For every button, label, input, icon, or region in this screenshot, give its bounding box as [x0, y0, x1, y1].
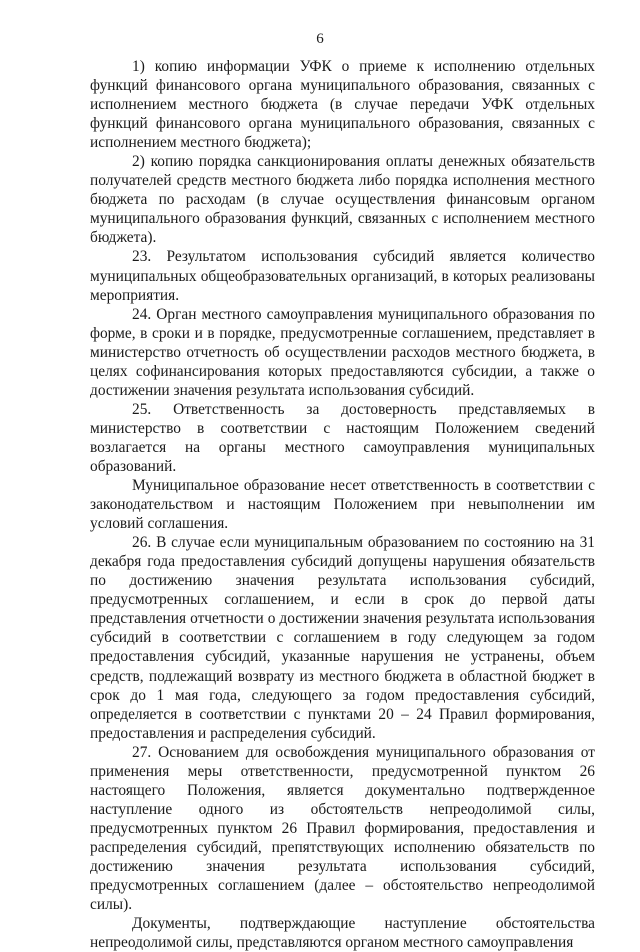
- paragraph-24-reporting: 24. Орган местного самоуправления муниципального образования по форме, в сроки и в порядке, предусмотренные соглашением, представляет в министерство отчетность об осуществлении расходов местного бюджета, в целях софинансирования которых предоставляются субсидии, а также о достижении значения результата использования субсидий.: [90, 305, 595, 399]
- paragraph-item-2-authorization-procedure: 2) копию порядка санкционирования оплаты денежных обязательств получателей средств местного бюджета либо порядка исполнения местного бюджета по расходам (в случае осуществления финансовым органом муниципального образования функций, связанных с исполнением местного бюджета).: [90, 153, 595, 247]
- paragraph-item-1-ufk-copy: 1) копию информации УФК о приеме к исполнению отдельных функций финансового органа муниципального образования, связанных с исполнением местного бюджета (в случае передачи УФК отдельных функций финансового органа муниципального образования, связанных с исполнением местного бюджета);: [90, 58, 595, 152]
- paragraph-27-force-majeure: 27. Основанием для освобождения муниципального образования от применения меры ответственности, предусмотренной пунктом 26 настоящего Положения, является документально подтвержденное наступление одного из обстоятельств непреодолимой силы, предусмотренных пунктом 26 Правил формирования, предоставления и распределения субсидий, препятствующих исполнению обязательств по достижению значения результата использования субсидий, предусмотренных соглашением (далее – обстоятельство непреодолимой силы).: [90, 743, 595, 914]
- paragraph-23-subsidy-result: 23. Результатом использования субсидий является количество муниципальных общеобразовательных организаций, в которых реализованы мероприятия.: [90, 248, 595, 304]
- paragraph-26-violations: 26. В случае если муниципальным образованием по состоянию на 31 декабря года предоставления субсидий допущены нарушения обязательств по достижению значения результата использования субсидий, предусмотренных соглашением, и если в срок до первой даты представления отчетности о достижении значения результата использования субсидий в соответствии с соглашением в году следующем за годом предоставления субсидий, указанные нарушения не устранены, объем средств, подлежащий возврату из местного бюджета в областной бюджет в срок до 1 мая года, следующего за годом предоставления субсидий, определяется в соответствии с пунктами 20 – 24 Правил формирования, предоставления и распределения субсидий.: [90, 534, 595, 742]
- page-number: 6: [316, 31, 324, 47]
- paragraph-25-responsibility: 25. Ответственность за достоверность представляемых в министерство в соответствии с настоящим Положением сведений возлагается на органы местного самоуправления муниципальных образований.: [90, 400, 595, 475]
- document-body: [90, 57, 595, 952]
- paragraph-municipal-responsibility: Муниципальное образование несет ответственность в соответствии с законодательством и настоящим Положением при невыполнении им условий соглашения.: [90, 477, 595, 533]
- paragraph-force-majeure-documents: Документы, подтверждающие наступление обстоятельства непреодолимой силы, представляются органом местного самоуправления: [90, 915, 595, 952]
